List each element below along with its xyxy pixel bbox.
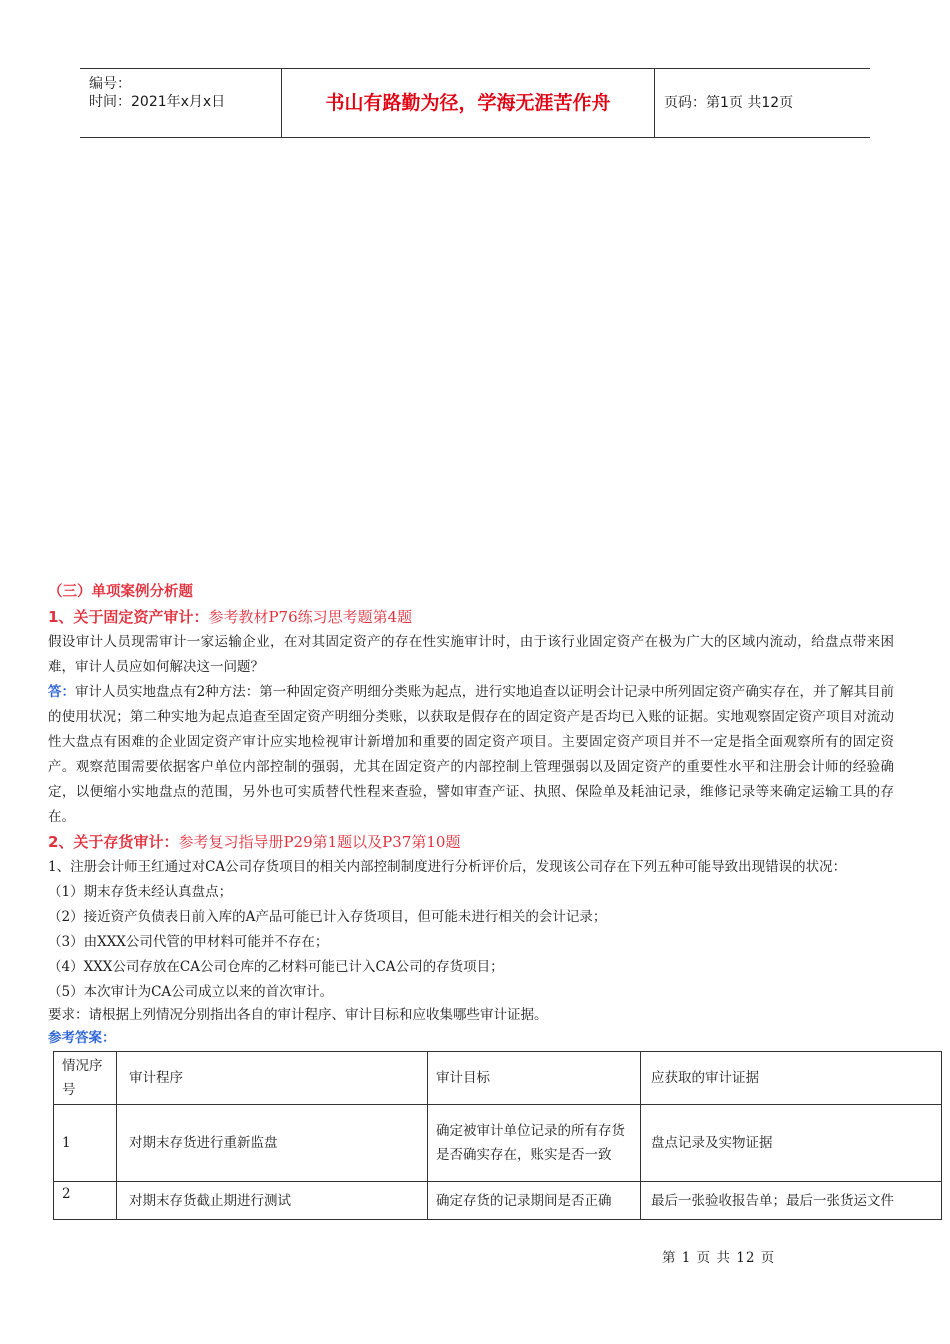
- header-cell-case-no: 情况序号: [54, 1052, 117, 1105]
- number-label: 编号：: [89, 76, 131, 92]
- q2-item-2: （2）接近资产负债表日前入库的A产品可能已计入存货项目，但可能未进行相关的会计记录；: [48, 909, 607, 925]
- reference-answer-label: 参考答案：: [48, 1030, 116, 1046]
- document-header: [80, 68, 870, 138]
- q1-heading: [48, 605, 412, 630]
- q1-answer: [48, 680, 894, 830]
- cell-procedure: 对期末存货截止期进行测试: [117, 1182, 428, 1220]
- header-motto: 书山有路勤为径，学海无涯苦作舟: [281, 69, 655, 137]
- table-row: [54, 1182, 942, 1220]
- q2-requirement: 要求：请根据上列情况分别指出各自的审计程序、审计目标和应收集哪些审计证据。: [48, 1007, 548, 1023]
- answer-label: 答：: [48, 684, 76, 700]
- q2-reference: 参考复习指导册P29第1题以及P37第10题: [178, 833, 461, 851]
- table-header-row: [54, 1052, 942, 1105]
- header-page-label: 页码：第1页 共12页: [664, 95, 794, 111]
- q2-intro: 1、注册会计师王红通过对CA公司存货项目的相关内部控制制度进行分析评价后，发现该公司存在下列五种可能导致出现错误的状况：: [48, 859, 847, 875]
- header-meta: [80, 69, 280, 137]
- answer-table: [53, 1051, 942, 1220]
- q2-item-4: （4）XXX公司存放在CA公司仓库的乙材料可能已计入CA公司的存货项目；: [48, 959, 504, 975]
- cell-procedure: 对期末存货进行重新监盘: [117, 1105, 428, 1182]
- date-label: 时间：2021年x月x日: [89, 94, 226, 110]
- q2-heading-title: 2、关于存货审计：: [48, 833, 179, 851]
- section-title: （三）单项案例分析题: [48, 584, 193, 600]
- q2-item-1: （1）期末存货未经认真盘点；: [48, 884, 233, 900]
- header-cell-procedure: 审计程序: [117, 1052, 428, 1105]
- q1-answer-text: 审计人员实地盘点有2种方法：第一种固定资产明细分类账为起点，进行实地追查以证明会计记录中所列固定资产确实存在，并了解其目前的使用状况；第二种实地为起点追查至固定资产明细分类账，以获取是假存在的固定资产是否均已入账的证据。实地观察固定资产项目对流动性大盘点有困难的企业固定资产审计应实地检视审计新增加和重要的固定资产项目。主要固定资产项目并不一定是指全面观察所有的固定资产。观察范围需要依据客户单位内部控制的强弱，尤其在固定资产的内部控制上管理强弱以及固定资产的重要性水平和注册会计师的经验确定，以便缩小实地盘点的范围，另外也可实质替代性程来查验，譬如审查产证、执照、保险单及耗油记录，维修记录等来确定运输工具的存在。: [48, 684, 894, 825]
- q2-item-5: （5）本次审计为CA公司成立以来的首次审计。: [48, 984, 334, 1000]
- page-footer: 第 1 页 共 12 页: [662, 1250, 776, 1266]
- header-cell-objective: 审计目标: [428, 1052, 641, 1105]
- q2-heading: [48, 830, 460, 855]
- q1-question: 假设审计人员现需审计一家运输企业，在对其固定资产的存在性实施审计时，由于该行业固定资产在极为广大的区域内流动，给盘点带来困难，审计人员应如何解决这一问题？: [48, 634, 894, 675]
- table-row: [54, 1105, 942, 1182]
- q1-reference: 参考教材P76练习思考题第4题: [208, 608, 413, 626]
- cell-objective: 确定存货的记录期间是否正确: [428, 1182, 641, 1220]
- header-cell-evidence: 应获取的审计证据: [641, 1052, 942, 1105]
- cell-case-no: 1: [54, 1105, 117, 1182]
- cell-evidence: 最后一张验收报告单；最后一张货运文件: [641, 1182, 942, 1220]
- cell-objective: 确定被审计单位记录的所有存货是否确实存在，账实是否一致: [428, 1105, 641, 1182]
- cell-case-no: 2: [54, 1182, 117, 1220]
- q2-item-3: （3）由XXX公司代管的甲材料可能并不存在；: [48, 934, 329, 950]
- cell-evidence: 盘点记录及实物证据: [641, 1105, 942, 1182]
- q1-heading-title: 1、关于固定资产审计：: [48, 608, 209, 626]
